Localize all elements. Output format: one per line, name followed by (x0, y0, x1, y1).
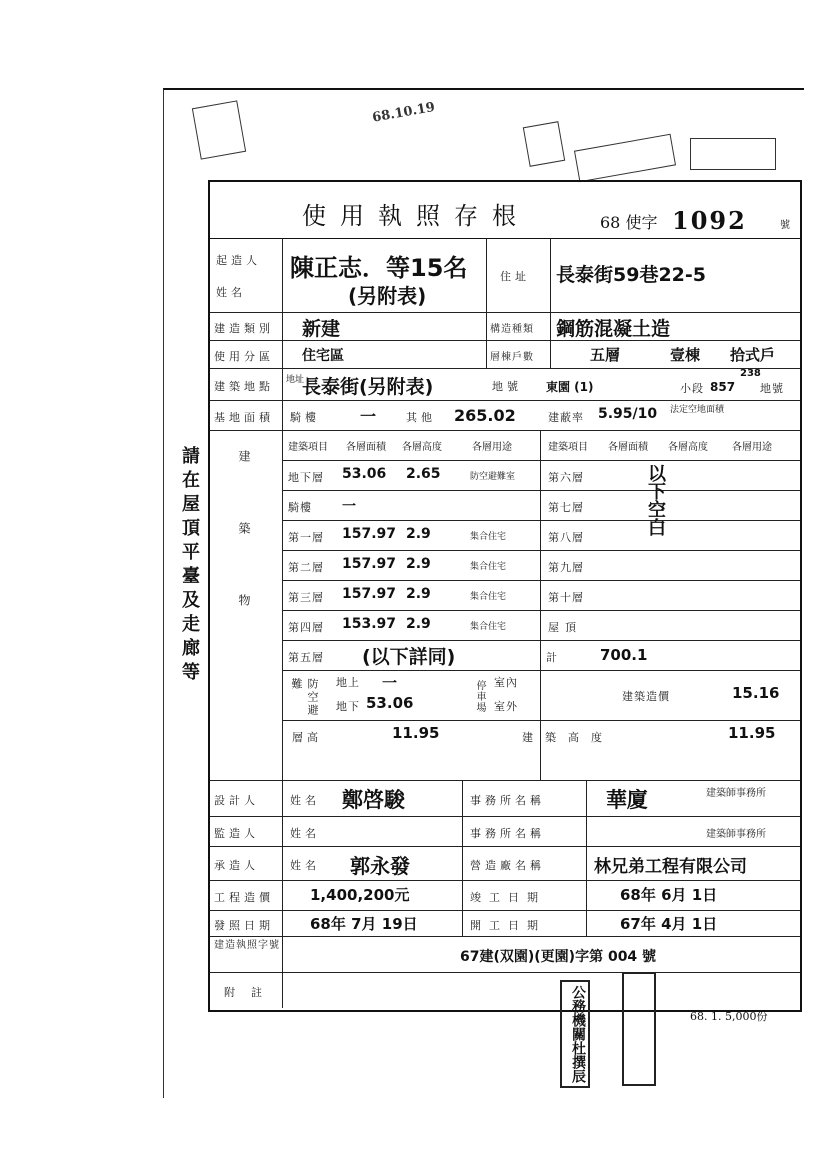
start-date-label: 開工日期 (470, 919, 546, 932)
supervisor-firm-suffix: 建築師事務所 (706, 829, 766, 840)
shelter-above-value: 一 (382, 674, 398, 692)
coverage-label: 建蔽率 (548, 411, 584, 424)
owner-attachment-note: (另附表) (348, 284, 427, 308)
sub-lot-value: 238 (740, 368, 761, 379)
height-row (282, 720, 800, 750)
designer-row (210, 780, 800, 817)
header-height: 各層高度 (402, 442, 442, 453)
license-stub-form (208, 180, 802, 1012)
seal-stamp-left (192, 100, 246, 159)
left-margin-note: 請在屋頂平臺及走廊等 (179, 446, 200, 686)
work-cost-label: 工程造價 (214, 891, 274, 904)
supervisor-label: 監造人 (214, 827, 259, 840)
header-height-right: 各層高度 (668, 442, 708, 453)
building-type-label: 建造類別 (214, 322, 274, 335)
header-item: 建築項目 (288, 442, 328, 453)
total-value: 700.1 (600, 646, 648, 664)
parking-indoor-label: 室內 (494, 676, 518, 689)
floor-row: 第五層 (以下詳同) (282, 640, 540, 671)
floor-row: 騎樓 一 (282, 490, 540, 521)
work-cost-value: 1,400,200元 (310, 886, 410, 904)
seal-stamp-mid (523, 121, 565, 167)
owner-name-label: 姓名 (216, 286, 246, 299)
permit-number-value: 67建(双園)(更園)字第 004 號 (460, 949, 657, 965)
header-use: 各層用途 (472, 442, 512, 453)
cost-row (210, 880, 800, 911)
start-date-value: 67年 4月 1日 (620, 915, 718, 933)
floor-height-label: 層高 (292, 731, 322, 744)
building-type-value: 新建 (302, 318, 341, 340)
license-number: 1092 (672, 206, 747, 235)
designer-firm-suffix: 建築師事務所 (706, 788, 766, 799)
area-label: 基地面積 (214, 411, 274, 424)
contractor-label: 承造人 (214, 859, 259, 872)
supervisor-firm-label: 事務所名稱 (470, 827, 545, 840)
buildings-count: 壹棟 (670, 346, 701, 364)
form-title-bar (210, 182, 800, 239)
completion-date-label: 竣工日期 (470, 891, 546, 904)
site-label: 建築地點 (214, 380, 274, 393)
shelter-row (282, 670, 800, 721)
print-run-info: 68. 1. 5,000份 (690, 1010, 768, 1023)
site-address-label: 地址 (286, 375, 305, 385)
header-area: 各層面積 (346, 442, 386, 453)
header-item-right: 建築項目 (548, 442, 588, 453)
date-stamp: 68.10.19 (371, 99, 437, 126)
area-row (210, 400, 800, 431)
contractor-name-label: 姓名 (290, 859, 320, 872)
floors-count: 五層 (590, 346, 621, 364)
address-value: 長泰街59巷22-5 (556, 264, 706, 286)
building-height-value: 11.95 (728, 724, 776, 742)
shelter-label: 防空避難 (290, 678, 319, 717)
header-use-right: 各層用途 (732, 442, 772, 453)
floor-height-value: 11.95 (392, 724, 440, 742)
floor-row-right: 第九層 (540, 550, 800, 581)
zone-value: 住宅區 (302, 348, 344, 364)
lot-label: 地號 (492, 380, 522, 393)
arcade-value: 一 (360, 407, 377, 426)
seal-stamp-corner (690, 138, 776, 170)
floor-row-right: 第八層 (540, 520, 800, 551)
floor-row: 第四層 153.97 2.9 集合住宅 (282, 610, 540, 641)
lot-value: 東園 (1) (546, 380, 594, 394)
shelter-below-label: 地下 (336, 700, 360, 713)
owner-label: 起造人 (216, 254, 261, 267)
license-number-suffix: 號 (780, 220, 790, 231)
floor-row: 第一層 157.97 2.9 集合住宅 (282, 520, 540, 551)
shelter-above-label: 地上 (336, 676, 360, 689)
floor-row-right: 第十層 (540, 580, 800, 611)
section-value: 857 (710, 380, 736, 394)
designer-name: 鄭啓駿 (342, 788, 405, 812)
parking-outdoor-label: 室外 (494, 700, 518, 713)
construction-cost-label: 建築造價 (622, 690, 670, 703)
address-label: 住址 (500, 270, 530, 283)
floor-row-right: 第七層 (540, 490, 800, 521)
approval-stamp (622, 972, 656, 1086)
floor-row-right: 第六層 (540, 460, 800, 491)
shelter-below-value: 53.06 (366, 694, 414, 712)
building-section-label: 建築物 (237, 450, 251, 666)
blank-below-note: 以下空白 (645, 464, 666, 536)
header-area-right: 各層面積 (608, 442, 648, 453)
other-area-value: 265.02 (454, 406, 516, 425)
form-title: 使用執照存根 (302, 202, 530, 230)
owner-name: 陳正志．等15名 (290, 254, 468, 282)
building-height-label: 建築高度 (522, 731, 614, 744)
completion-date-value: 68年 6月 1日 (620, 886, 718, 904)
structure-label: 構造種類 (490, 324, 534, 335)
designer-firm: 華廈 (606, 788, 648, 812)
supervisor-name-label: 姓名 (290, 827, 320, 840)
floor-row: 第二層 157.97 2.9 集合住宅 (282, 550, 540, 581)
section-label: 小段 (680, 382, 704, 395)
zone-row (210, 340, 800, 369)
other-area-label: 其他 (406, 411, 436, 424)
remarks-row (210, 972, 800, 1008)
total-label: 計 (546, 651, 561, 664)
arcade-label: 騎樓 (290, 411, 320, 424)
designer-name-label: 姓名 (290, 794, 320, 807)
license-number-prefix: 68 使字 (600, 213, 658, 232)
floor-row: 地下層 53.06 2.65 防空避難室 (282, 460, 540, 491)
designer-firm-label: 事務所名稱 (470, 794, 545, 807)
site-row (210, 368, 800, 401)
permit-row (210, 936, 800, 973)
structure-value: 鋼筋混凝土造 (556, 318, 671, 340)
contractor-firm-label: 營造廠名稱 (470, 859, 545, 872)
designer-label: 設計人 (214, 794, 259, 807)
building-table (210, 430, 800, 781)
issue-date-label: 發照日期 (214, 919, 274, 932)
floor-row: 第三層 157.97 2.9 集合住宅 (282, 580, 540, 611)
vertical-seal-stamp: 公務機關杜撰辰 (560, 980, 590, 1088)
contractor-name: 郭永發 (350, 854, 410, 878)
contractor-row (210, 846, 800, 881)
owner-row (210, 238, 800, 313)
legal-open-space-label: 法定空地面積 (670, 405, 725, 415)
units-count: 拾式戶 (730, 346, 776, 364)
supervisor-row (210, 816, 800, 847)
issue-date-value: 68年 7月 19日 (310, 915, 418, 933)
total-row (540, 640, 800, 671)
site-address-value: 長泰街(另附表) (302, 376, 434, 398)
remarks-label: 附註 (224, 986, 278, 999)
construction-cost-value: 15.16 (732, 684, 780, 702)
site-number-label: 地號 (760, 382, 784, 395)
type-row (210, 312, 800, 341)
zone-label: 使用分區 (214, 350, 274, 363)
coverage-value: 5.95/10 (598, 406, 658, 422)
permit-number-label: 建造執照字號 (214, 940, 280, 951)
contractor-firm: 林兄弟工程有限公司 (594, 857, 747, 877)
parking-label: 停車場 (474, 680, 485, 713)
floor-row-right: 屋頂 (540, 610, 800, 641)
floors-units-label: 層棟戶數 (490, 352, 534, 363)
column-headers (282, 430, 800, 461)
issue-row (210, 910, 800, 937)
